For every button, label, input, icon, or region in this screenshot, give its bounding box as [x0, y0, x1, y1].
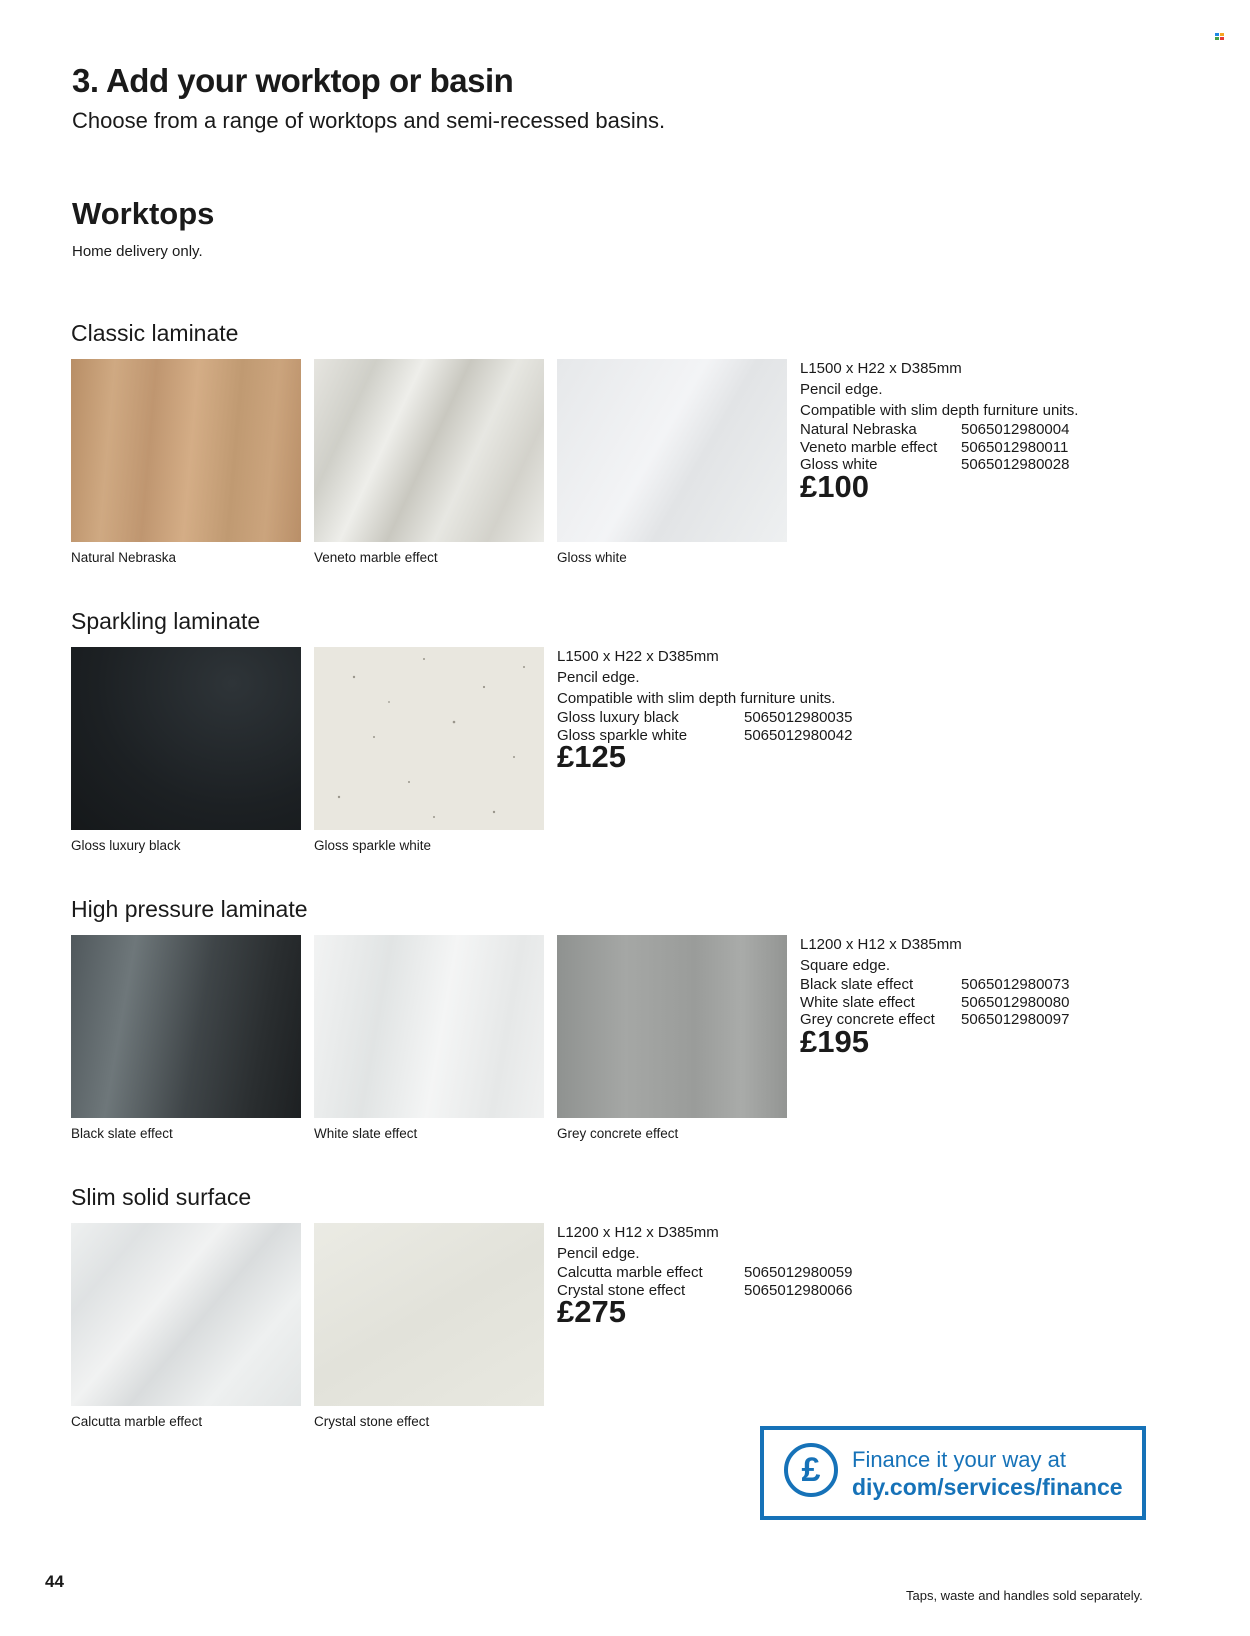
swatch-veneto-marble — [314, 359, 544, 542]
product-row: Gloss white 5065012980028 — [800, 456, 1070, 474]
swatch-label-veneto-marble: Veneto marble effect — [314, 550, 438, 565]
swatch-label-gloss-luxury-black: Gloss luxury black — [71, 838, 181, 853]
delivery-note: Home delivery only. — [72, 243, 203, 260]
worktops-heading: Worktops — [72, 196, 215, 231]
finance-link[interactable]: diy.com/services/finance — [852, 1474, 1123, 1500]
price: £195 — [800, 1023, 869, 1059]
swatch-gloss-luxury-black — [71, 647, 301, 830]
spec-size: L1500 x H22 x D385mm — [800, 360, 962, 377]
swatch-white-slate — [314, 935, 544, 1118]
section-title-sparkling-laminate: Sparkling laminate — [71, 608, 261, 634]
spec-edge: Pencil edge. — [557, 1245, 640, 1262]
spec-size: L1500 x H22 x D385mm — [557, 648, 719, 665]
product-row: White slate effect 5065012980080 — [800, 993, 1070, 1011]
spec-edge: Square edge. — [800, 957, 891, 974]
swatch-label-black-slate: Black slate effect — [71, 1126, 173, 1141]
spec-block-slim-solid-surface — [557, 1222, 853, 1330]
swatch-crystal-stone — [314, 1223, 544, 1406]
swatch-label-calcutta-marble: Calcutta marble effect — [71, 1414, 203, 1429]
price: £100 — [800, 468, 869, 504]
swatch-gloss-white — [557, 359, 787, 542]
product-row: Natural Nebraska 5065012980004 — [800, 421, 1070, 438]
spec-block-high-pressure-laminate — [800, 934, 1070, 1059]
swatch-label-natural-nebraska: Natural Nebraska — [71, 550, 177, 565]
product-row: Gloss luxury black 5065012980035 — [557, 709, 853, 726]
swatch-gloss-sparkle-white — [314, 647, 544, 830]
brand-logo-icon — [1215, 33, 1224, 40]
sparkle-dots — [314, 647, 544, 830]
product-row: Gloss sparkle white 5065012980042 — [557, 726, 853, 744]
page-number: 44 — [45, 1572, 64, 1591]
swatch-natural-nebraska — [71, 359, 301, 542]
swatch-black-slate — [71, 935, 301, 1118]
price: £275 — [557, 1294, 626, 1330]
product-row: Calcutta marble effect 5065012980059 — [557, 1264, 853, 1281]
spec-compat: Compatible with slim depth furniture units. — [557, 690, 836, 707]
swatch-calcutta-marble — [71, 1223, 301, 1406]
spec-edge: Pencil edge. — [800, 381, 883, 398]
price: £125 — [557, 739, 626, 775]
page-title: 3. Add your worktop or basin — [72, 62, 514, 99]
page-subtitle: Choose from a range of worktops and semi-recessed basins. — [72, 108, 666, 133]
spec-compat: Compatible with slim depth furniture units. — [800, 402, 1079, 419]
spec-block-classic-laminate — [800, 358, 1079, 504]
section-title-classic-laminate: Classic laminate — [71, 320, 239, 346]
product-row: Crystal stone effect 5065012980066 — [557, 1281, 853, 1299]
swatch-label-grey-concrete: Grey concrete effect — [557, 1126, 679, 1141]
product-row: Black slate effect 5065012980073 — [800, 976, 1070, 993]
section-title-high-pressure-laminate: High pressure laminate — [71, 896, 308, 922]
pound-icon: £ — [784, 1443, 838, 1497]
spec-block-sparkling-laminate — [557, 646, 853, 775]
footnote: Taps, waste and handles sold separately. — [906, 1588, 1143, 1603]
swatch-grey-concrete — [557, 935, 787, 1118]
swatch-label-white-slate: White slate effect — [314, 1126, 418, 1141]
product-row: Grey concrete effect 5065012980097 — [800, 1011, 1070, 1029]
swatch-label-gloss-sparkle-white: Gloss sparkle white — [314, 838, 432, 853]
swatch-label-gloss-white: Gloss white — [557, 550, 627, 565]
spec-size: L1200 x H12 x D385mm — [800, 936, 962, 953]
swatch-label-crystal-stone: Crystal stone effect — [314, 1414, 430, 1429]
product-row: Veneto marble effect 5065012980011 — [800, 438, 1069, 456]
section-title-slim-solid-surface: Slim solid surface — [71, 1184, 252, 1210]
spec-edge: Pencil edge. — [557, 669, 640, 686]
spec-size: L1200 x H12 x D385mm — [557, 1224, 719, 1241]
finance-text: Finance it your way at — [852, 1447, 1066, 1472]
